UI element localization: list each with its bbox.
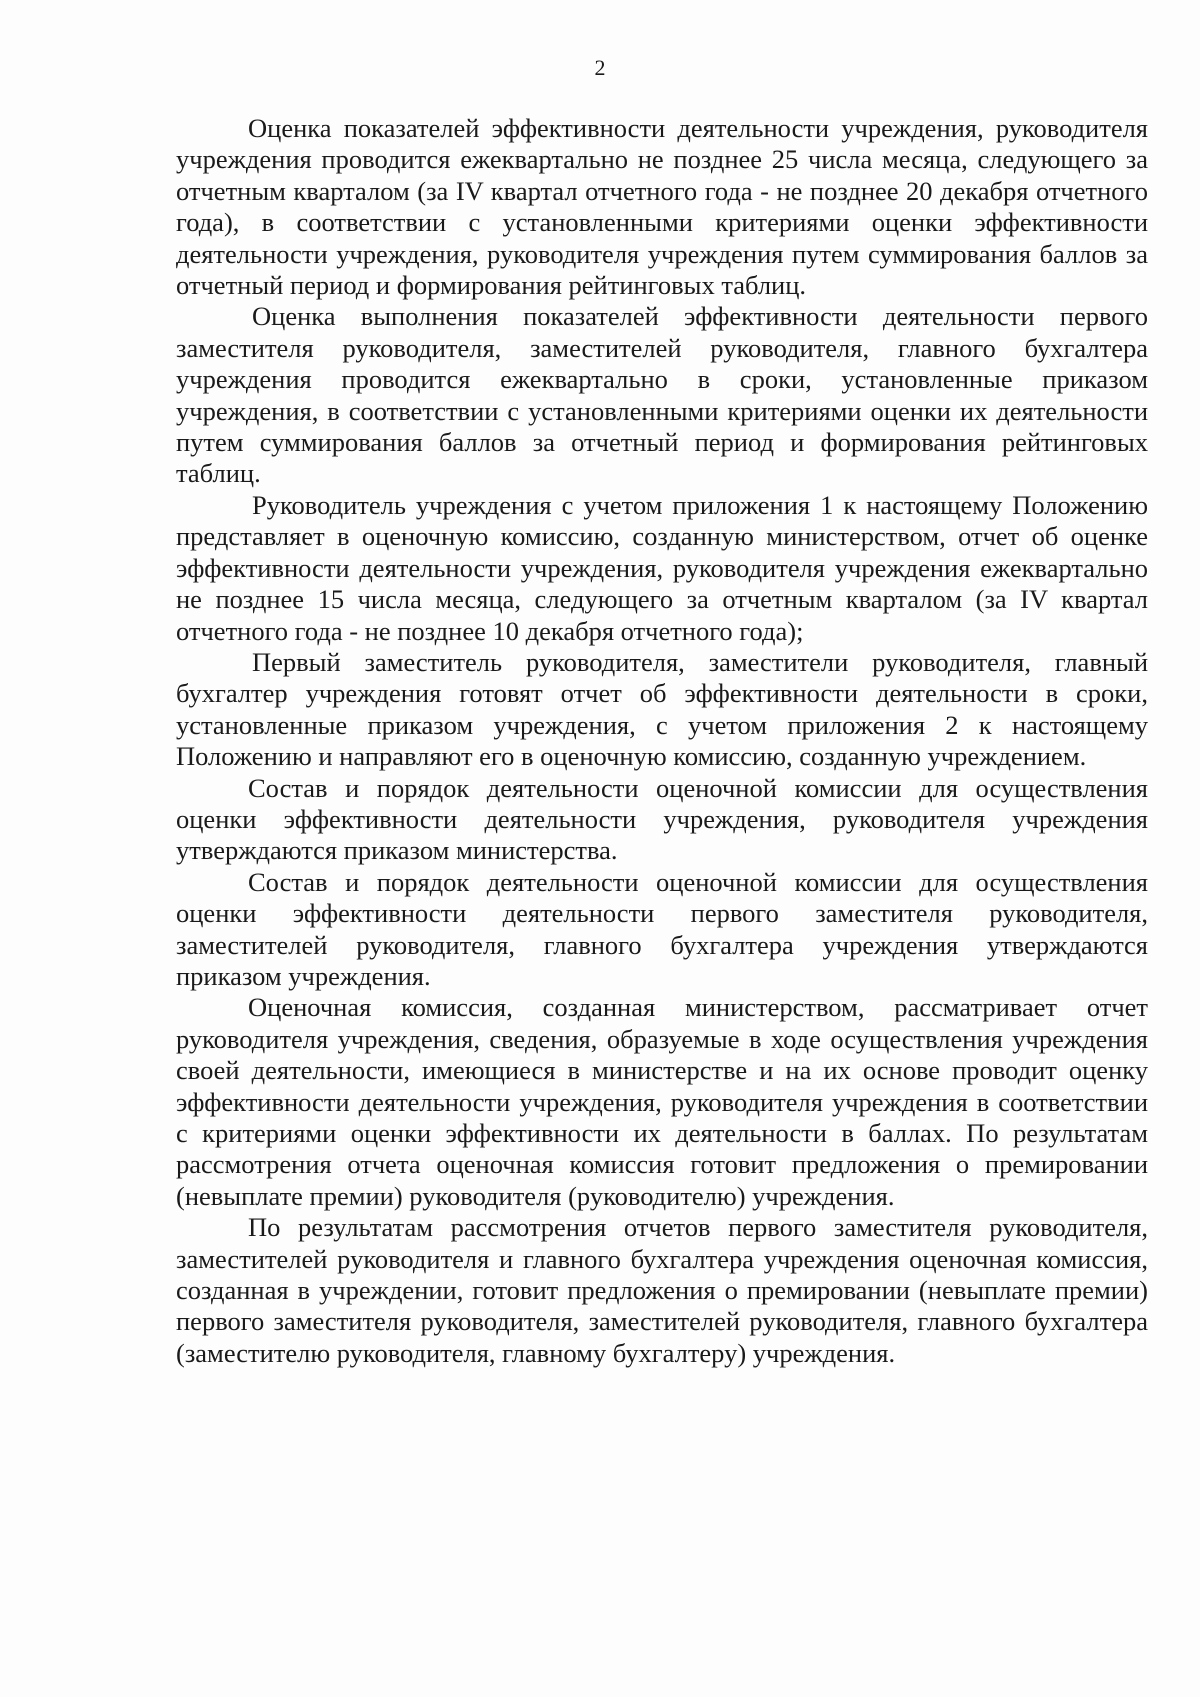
paragraph-head-report: Руководитель учреждения с учетом приложения 1 к настоящему Положению представляет в оценочную комиссию, созданную министерством, отчет об оценке эффективности деятельности учреждения, руководителя учреждения ежеквартально не позднее 15 числа месяца, следующего за отчетным кварталом (за IV квартал отчетного года - не позднее 10 декабря отчетного года); <box>176 489 1148 646</box>
page-number: 2 <box>594 55 606 80</box>
paragraph-ministry-commission: Состав и порядок деятельности оценочной комиссии для осуществления оценки эффективности деятельности учреждения, руководителя учреждения утверждаются приказом министерства. <box>176 772 1148 866</box>
paragraph-evaluation-timing: Оценка показателей эффективности деятельности учреждения, руководителя учреждения проводится ежеквартально не позднее 25 числа месяца, следующего за отчетным кварталом (за IV квартал отчетного года - не позднее 20 декабря отчетного года), в соответствии с установленными критериями оценки эффективности деятельности учреждения, руководителя учреждения путем суммирования баллов за отчетный период и формирования рейтинговых таблиц. <box>176 113 1148 301</box>
paragraph-deputies-report: Первый заместитель руководителя, заместители руководителя, главный бухгалтер учреждения готовят отчет об эффективности деятельности в сроки, установленные приказом учреждения, с учетом приложения 2 к настоящему Положению и направляют его в оценочную комиссию, созданную учреждением. <box>176 646 1148 772</box>
document-body <box>176 113 1148 1369</box>
paragraph-institution-commission: Состав и порядок деятельности оценочной комиссии для осуществления оценки эффективности деятельности первого заместителя руководителя, заместителей руководителя, главного бухгалтера учреждения утверждаются приказом учреждения. <box>176 866 1148 991</box>
paragraph-deputies-evaluation: Оценка выполнения показателей эффективности деятельности первого заместителя руководителя, заместителей руководителя, главного бухгалтера учреждения проводится ежеквартально в сроки, установленные приказом учреждения, в соответствии с установленными критериями оценки их деятельности путем суммирования баллов за отчетный период и формирования рейтинговых таблиц. <box>176 301 1148 489</box>
paragraph-institution-review: По результатам рассмотрения отчетов первого заместителя руководителя, заместителей руководителя и главного бухгалтера учреждения оценочная комиссия, созданная в учреждении, готовит предложения о премировании (невыплате премии) первого заместителя руководителя, заместителей руководителя, главного бухгалтера (заместителю руководителя, главному бухгалтеру) учреждения. <box>176 1212 1148 1368</box>
paragraph-ministry-review: Оценочная комиссия, созданная министерством, рассматривает отчет руководителя учреждения, сведения, образуемые в ходе осуществления учреждения своей деятельности, имеющиеся в министерстве и на их основе проводит оценку эффективности деятельности учреждения, руководителя учреждения в соответствии с критериями оценки эффективности их деятельности в баллах. По результатам рассмотрения отчета оценочная комиссия готовит предложения о премировании (невыплате премии) руководителя (руководителю) учреждения. <box>176 992 1148 1211</box>
